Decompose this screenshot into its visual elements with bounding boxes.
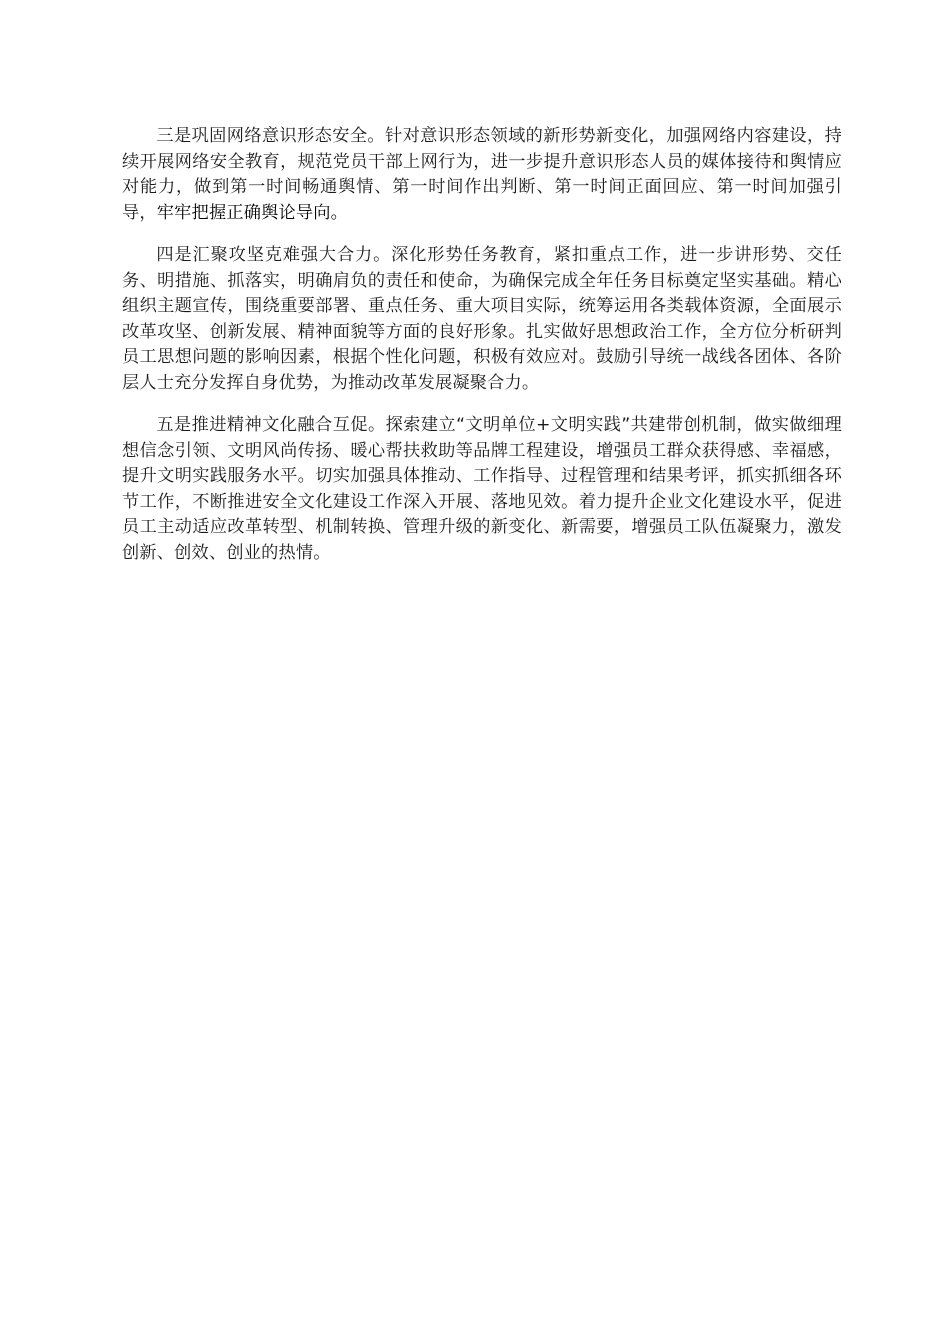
paragraph-text: 四是汇聚攻坚克难强大合力。深化形势任务教育，紧扣重点工作，进一步讲形势、交任务、明措施、抓落实，明确肩负的责任和使命，为确保完成全年任务目标奠定坚实基础。精心组织主题宣传，围绕重要部署、重点任务、重大项目实际，统筹运用各类载体资源，全面展示改革攻坚、创新发展、精神面貌等方面的良好形象。扎实做好思想政治工作，全方位分析研判员工思想问题的影响因素，根据个性化问题，积极有效应对。鼓励引导统一战线各团体、各阶层人士充分发挥自身优势，为推动改革发展凝聚合力。: [122, 245, 842, 393]
document-body: [122, 124, 842, 583]
paragraph-text: 三是巩固网络意识形态安全。针对意识形态领域的新形势新变化，加强网络内容建设，持续开展网络安全教育，规范党员干部上网行为，进一步提升意识形态人员的媒体接待和舆情应对能力，做到第一时间畅通舆情、第一时间作出判断、第一时间正面回应、第一时间加强引导，: [122, 126, 842, 223]
paragraph-network-ideology: [122, 124, 842, 226]
paragraph-text: 五是推进精神文化融合互促。探索建立“文明单位+文明实践”共建带创机制，做实做细理想信念引领、文明风尚传扬、暖心帮扶救助等品牌工程建设，增强员工群众获得感、幸福感，提升文明实践服务水平。切实加强具体推动、工作指导、过程管理和结果考评，抓实抓细各环节工作，不断推进安全文化建设工作深入开展、落地见效。着力提升企业文化建设水平，促进员工主动适应改革转型、机制转换、管理升级的新变化、新需要，增强员工队伍凝聚力，激发创新、创效、创业的热情。: [122, 415, 842, 563]
paragraph-joint-force: [122, 243, 842, 396]
paragraph-tail-text: 牢牢把握正确舆论导向。: [156, 202, 349, 223]
paragraph-spiritual-culture: [122, 413, 842, 566]
